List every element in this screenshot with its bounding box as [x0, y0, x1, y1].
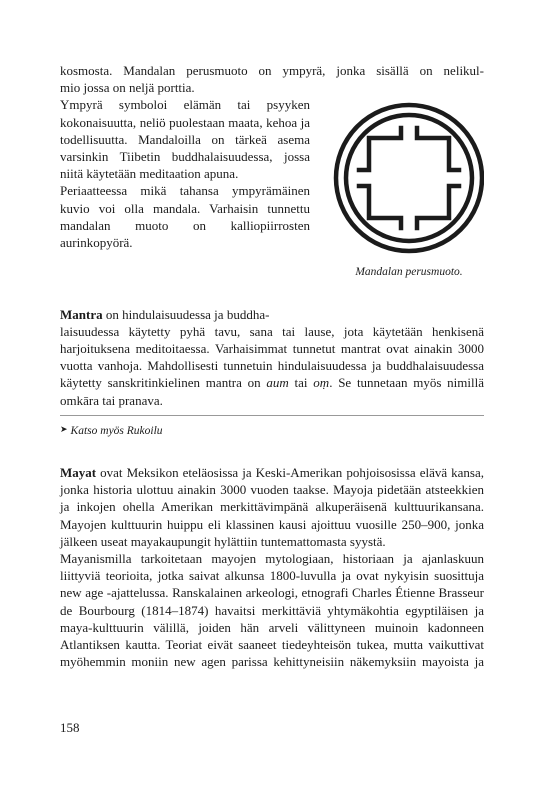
mandala-outer-circle — [336, 105, 482, 251]
intro-line-1: kosmosta. Mandalan perusmuoto on ympyrä, jonka sisällä on nelikul- — [60, 63, 484, 78]
mantra-paragraph — [60, 306, 484, 409]
entry-mayat — [60, 464, 484, 670]
mantra-or: tai — [288, 375, 314, 391]
see-also — [60, 415, 484, 440]
mayat-paragraph-2: Mayanismilla tarkoitetaan mayojen mytologiaan, historiaan ja ajanlaskuun liittyviä teorioita, jotka saivat alkunsa 1800-luvulla ja ovat nykyisin suosittuja new age -ajattelussa. Ranskalainen arkeologi, etnografi Charles Étienne Brasseur de Bourbourg (1814–1874) havaitsi merkittäviä yhtymäkohtia egyptiläisen ja maya-kulttuurin välillä, joiden hän arveli välittyneen muinoin kadonneen Atlantiksen kautta. Teoriat eivät saaneet tiedeyhteisön tukea, mutta vaikuttivat myöhemmin moniin new agen parissa kehittyneisiin näkemyksiin mayoista ja — [60, 551, 484, 670]
mantra-body-a: laisuudessa käytetty pyhä tavu, sana tai lause, jota käytetään henkisenä harjoituksena meditoitaessa. Varhaisimmat tunnetut mantrat ovat ainakin 3000 vuotta vanhoja. Mahdollisesti tunnetuin hindulaisuudessa ja buddhalaisuudessa käytetty sanskritinkielinen mantra on — [60, 323, 484, 391]
figure-caption: Mandalan perusmuoto. — [355, 266, 463, 279]
mandala-figure — [324, 100, 484, 281]
mandala-section — [60, 96, 484, 289]
mandala-paragraph-1: Ympyrä symboloi elämän tai psyyken kokonaisuutta, neliö puolestaan maata, kehoa ja todellisuutta. Mandaloilla on tärkeä asema varsinkin Tiibetin buddhalaisuudessa, jossa niitä käytetään meditaation apuna. — [60, 97, 310, 182]
page-body — [60, 62, 484, 670]
intro-line-2: mio jossa on neljä porttia. — [60, 80, 195, 96]
mayat-text-1: ovat Meksikon eteläosissa ja Keski-Amerikan pohjoisosissa elävä kansa, jonka historia ulottuu ainakin 3000 vuoden taakse. Mayoja pidetään atsteekkien ja inkojen ohella Amerikan merkittävimpänä alkuperäisenä kulttuurikansana. Mayojen kulttuurin huippu eli klassinen kausi ajoittuu vuosille 250–900, jonka jälkeen useat mayakaupungit hylättiin tuntemattomasta syystä. — [60, 465, 485, 549]
mandala-diagram — [331, 100, 484, 256]
page-number: 158 — [60, 720, 80, 735]
mantra-aum: aum — [266, 375, 289, 391]
mantra-body-b: . Se tunnetaan myös nimillä omkāra tai pranava. — [60, 375, 484, 408]
mantra-line-1: on hindulaisuudessa ja buddha- — [105, 306, 270, 322]
term-mantra: Mantra — [60, 306, 103, 322]
mayat-paragraph-1 — [60, 464, 484, 550]
see-also-text: Katso myös Rukoilu — [70, 424, 163, 437]
mandala-inner-circle — [346, 115, 472, 241]
mantra-om: oṃ — [313, 375, 330, 391]
mandala-square-with-gates — [359, 128, 459, 228]
entry-mantra — [60, 306, 484, 440]
term-mayat: Mayat — [60, 465, 97, 481]
see-also-arrow-icon: ➤ — [60, 423, 68, 434]
mandala-paragraph-2: Periaatteessa mikä tahansa ympyrämäinen kuvio voi olla mandala. Varhaisin tunnettu mandalan muoto on kalliopiirrosten aurinkopyörä. — [60, 183, 310, 251]
